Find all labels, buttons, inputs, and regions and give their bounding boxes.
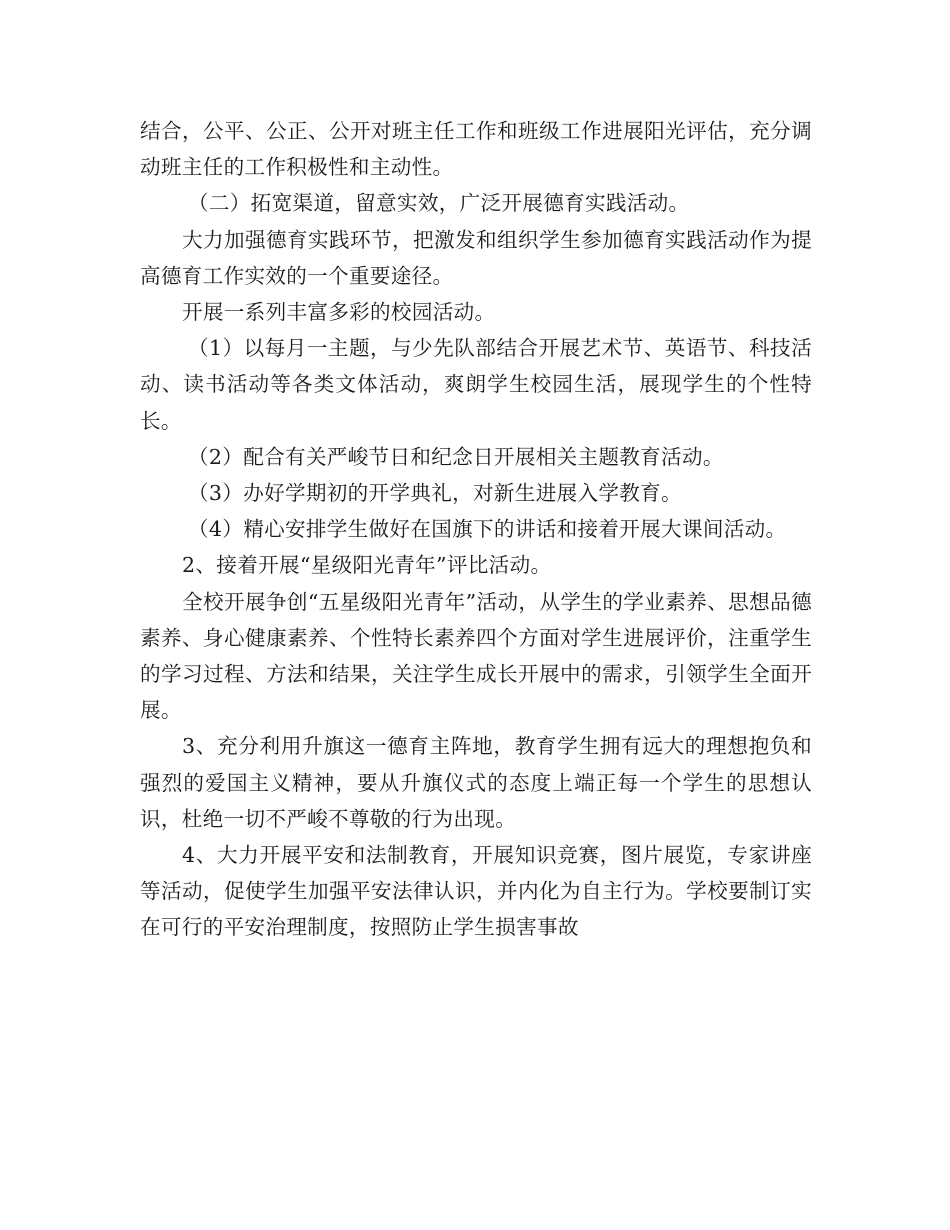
list-item: （3）办好学期初的开学典礼，对新生进展入学教育。 [188,481,682,506]
paragraph: 大力加强德育实践环节，把激发和组织学生参加德育实践活动作为提高德育工作实效的一个重要途径。 [140,227,812,288]
paragraph: 开展一系列丰富多彩的校园活动。 [182,300,496,325]
section-heading: （二）拓宽渠道，留意实效，广泛开展德育实践活动。 [188,191,690,216]
numbered-paragraph: 4、大力开展平安和法制教育，开展知识竞赛，图片展览，专家讲座等活动，促使学生加强平安法律认识，并内化为自主行为。学校要制订实在可行的平安治理制度，按照防止学生损害事故 [140,843,812,940]
list-item: （2）配合有关严峻节日和纪念日开展相关主题教育活动。 [188,444,724,469]
numbered-heading: 2、接着开展“星级阳光青年”评比活动。 [182,553,552,578]
paragraph-continuation: 结合，公平、公正、公开对班主任工作和班级工作进展阳光评估，充分调动班主任的工作积极性和主动性。 [140,119,812,180]
numbered-paragraph: 3、充分利用升旗这一德育主阵地，教育学生拥有远大的理想抱负和强烈的爱国主义精神，要从升旗仪式的态度上端正每一个学生的思想认识，杜绝一切不严峻不尊敬的行为出现。 [140,734,812,831]
list-item: （4）精心安排学生做好在国旗下的讲话和接着开展大课间活动。 [188,517,787,542]
paragraph: 全校开展争创“五星级阳光青年”活动，从学生的学业素养、思想品德素养、身心健康素养、个性特长素养四个方面对学生进展评价，注重学生的学习过程、方法和结果，关注学生成长开展中的需求，引领学生全面开展。 [140,589,812,723]
list-item: （1）以每月一主题，与少先队部结合开展艺术节、英语节、科技活动、读书活动等各类文体活动，爽朗学生校园生活，展现学生的个性特长。 [140,336,812,433]
document-page [140,113,812,946]
